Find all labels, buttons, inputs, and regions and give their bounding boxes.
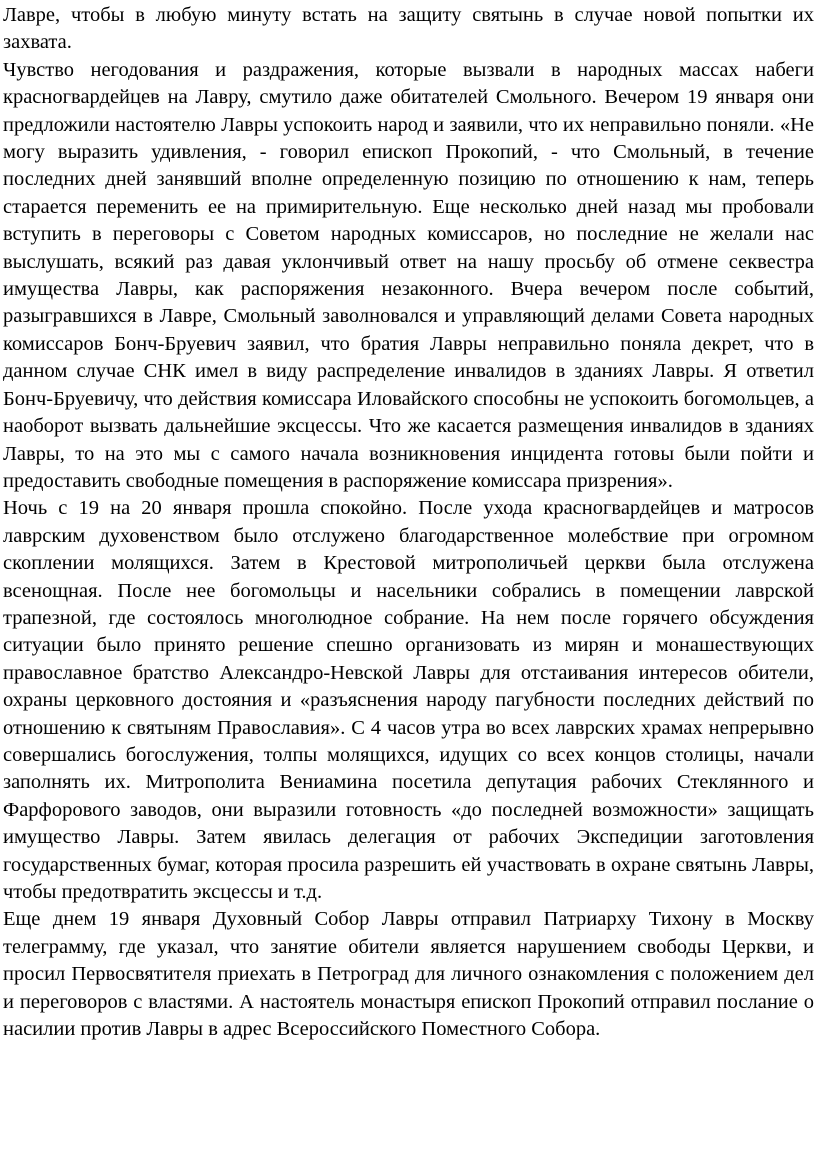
paragraph-3: Ночь с 19 на 20 января прошла спокойно. После ухода красногвардейцев и матросов лаврским духовенством было отслужено благодарственное молебствие при огромном скоплении молящихся. Затем в Крестовой митрополичьей церкви была отслужена всенощная. После нее богомольцы и насельники собрались в помещении лаврской трапезной, где состоялось многолюдное собрание. На нем после горячего обсуждения ситуации было принято решение спешно организовать из мирян и монашествующих православное братство Александро-Невской Лавры для отстаивания интересов обители, охраны церковного достояния и «разъяснения народу пагубности последних действий по отношению к святыням Православия». С 4 часов утра во всех лаврских храмах непрерывно совершались богослужения, толпы молящихся, идущих со всех концов столицы, начали заполнять их. Митрополита Вениамина посетила депутация рабочих Стеклянного и Фарфорового заводов, они выразили готовность «до последней возможности» защищать имущество Лавры. Затем явилась делегация от рабочих Экспедиции заготовления государственных бумаг, которая просила разрешить ей участвовать в охране святынь Лавры, чтобы предотвратить эксцессы и т.д. [3,497,814,903]
paragraph-2: Чувство негодования и раздражения, которые вызвали в народных массах набеги красногвардейцев на Лавру, смутило даже обитателей Смольного. Вечером 19 января они предложили настоятелю Лавры успокоить народ и заявили, что их неправильно поняли. «Не могу выразить удивления, - говорил епископ Прокопий, - что Смольный, в течение последних дней занявший вполне определенную позицию по отношению к нам, теперь старается переменить ее на примирительную. Еще несколько дней назад мы пробовали вступить в переговоры с Советом народных комиссаров, но последние не желали нас выслушать, всякий раз давая уклончивый ответ на нашу просьбу об отмене секвестра имущества Лавры, как распоряжения незаконного. Вчера вечером после событий, разыгравшихся в Лавре, Смольный заволновался и управляющий делами Совета народных комиссаров Бонч-Бруевич заявил, что братия Лавры неправильно поняла декрет, что в данном случае СНК имел в виду распределение инвалидов в зданиях Лавры. Я ответил Бонч-Бруевичу, что действия комиссара Иловайского способны не успокоить богомольцев, а наоборот вызвать дальнейшие эксцессы. Что же касается размещения инвалидов в зданиях Лавры, то на это мы с самого начала возникновения инцидента готовы были пойти и предоставить свободные помещения в распоряжение комиссара призрения». [3,58,814,492]
paragraph-4: Еще днем 19 января Духовный Собор Лавры отправил Патриарху Тихону в Москву телеграмму, где указал, что занятие обители является нарушением свободы Церкви, и просил Первосвятителя приехать в Петроград для личного ознакомления с положением дел и переговоров с властями. А настоятель монастыря епископ Прокопий отправил послание о насилии против Лавры в адрес Всероссийского Поместного Собора. [3,908,814,1041]
paragraph-1: Лавре, чтобы в любую минуту встать на защиту святынь в случае новой попытки их захвата. [3,4,814,54]
